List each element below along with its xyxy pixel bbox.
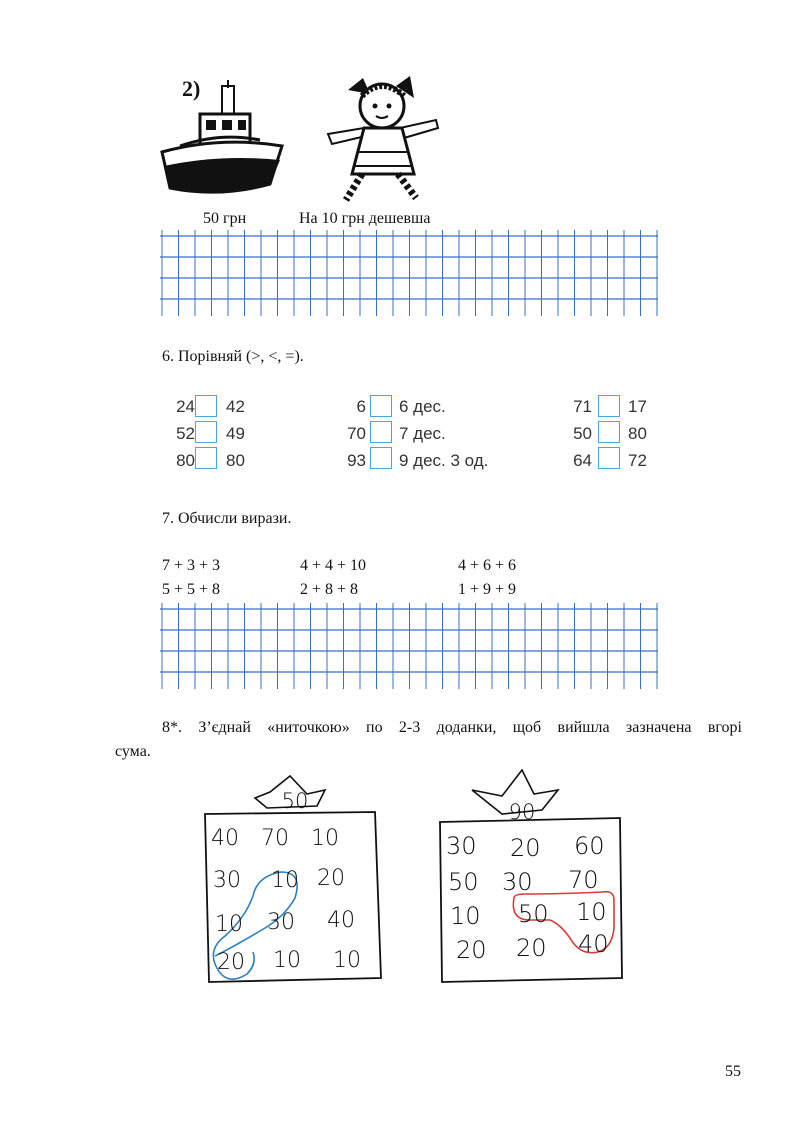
compare-box[interactable] — [195, 447, 217, 469]
compare-box[interactable] — [195, 395, 217, 417]
task8-title-line2: сума. — [115, 743, 151, 760]
compare-left: 50 — [573, 424, 592, 443]
expression: 5 + 5 + 8 — [162, 581, 221, 598]
puzzle-number: 20 — [516, 934, 547, 962]
task8-title-line1: 8*. З’єднай «ниточкою» по 2-3 доданки, щоб вийшла зазначена вгорі — [162, 719, 742, 736]
expression: 4 + 4 + 10 — [300, 557, 367, 574]
puzzle-number: 10 — [271, 868, 299, 893]
boat-illustration — [160, 80, 285, 200]
task6-title: 6. Порівняй (>, <, =). — [162, 348, 304, 365]
puzzle-number: 20 — [456, 936, 487, 964]
boat-price: 50 грн — [203, 210, 247, 227]
answer-grid-1[interactable] — [160, 230, 658, 316]
puzzle-number: 10 — [576, 898, 607, 926]
puzzle-number: 20 — [510, 834, 541, 862]
puzzle-number: 40 — [327, 908, 355, 933]
expression: 1 + 9 + 9 — [458, 581, 517, 598]
puzzle-number: 70 — [261, 826, 289, 851]
compare-left: 70 — [347, 424, 366, 443]
compare-right: 6 дес. — [399, 397, 446, 416]
puzzle-number: 10 — [215, 912, 243, 937]
doll-price: На 10 грн дешевша — [299, 210, 431, 227]
puzzle-number: 30 — [446, 832, 477, 860]
puzzle-number: 10 — [450, 902, 481, 930]
compare-right: 80 — [226, 451, 245, 470]
puzzle-number: 30 — [267, 910, 295, 935]
compare-box[interactable] — [598, 421, 620, 443]
compare-left: 71 — [573, 397, 592, 416]
puzzle-number: 20 — [217, 950, 245, 975]
compare-left: 64 — [573, 451, 592, 470]
answer-grid-2[interactable] — [160, 603, 658, 689]
compare-box[interactable] — [370, 421, 392, 443]
puzzle-target: 90 — [508, 800, 536, 824]
expression: 2 + 8 + 8 — [300, 581, 359, 598]
puzzle-number: 20 — [317, 866, 345, 891]
compare-right: 7 дес. — [399, 424, 446, 443]
compare-left: 24 — [176, 397, 195, 416]
compare-left: 52 — [176, 424, 195, 443]
compare-right: 80 — [628, 424, 647, 443]
compare-box[interactable] — [370, 395, 392, 417]
puzzle-number: 70 — [568, 866, 599, 894]
compare-right: 42 — [226, 397, 245, 416]
puzzle-number: 10 — [333, 948, 361, 973]
puzzle-target: 50 — [281, 789, 309, 813]
compare-left: 93 — [347, 451, 366, 470]
puzzle-50 — [195, 768, 395, 988]
compare-box[interactable] — [598, 395, 620, 417]
puzzle-number: 60 — [574, 832, 605, 860]
page-number: 55 — [725, 1063, 741, 1080]
compare-right: 49 — [226, 424, 245, 443]
compare-right: 17 — [628, 397, 647, 416]
doll-illustration — [318, 72, 443, 204]
compare-box[interactable] — [195, 421, 217, 443]
compare-left: 80 — [176, 451, 195, 470]
puzzle-number: 40 — [211, 826, 239, 851]
expression: 7 + 3 + 3 — [162, 557, 221, 574]
puzzle-number: 50 — [518, 900, 549, 928]
expression: 4 + 6 + 6 — [458, 557, 517, 574]
compare-box[interactable] — [370, 447, 392, 469]
compare-left: 6 — [356, 397, 366, 416]
puzzle-number: 50 — [448, 868, 479, 896]
puzzle-number: 10 — [273, 948, 301, 973]
puzzle-number: 40 — [578, 930, 609, 958]
puzzle-number: 30 — [213, 868, 241, 893]
compare-right: 72 — [628, 451, 647, 470]
task2-label: 2) — [182, 76, 201, 101]
puzzle-number: 10 — [311, 826, 339, 851]
puzzle-number: 30 — [502, 868, 533, 896]
compare-box[interactable] — [598, 447, 620, 469]
puzzle-90 — [430, 766, 635, 986]
task7-title: 7. Обчисли вирази. — [162, 510, 292, 527]
compare-right: 9 дес. 3 од. — [399, 451, 489, 470]
